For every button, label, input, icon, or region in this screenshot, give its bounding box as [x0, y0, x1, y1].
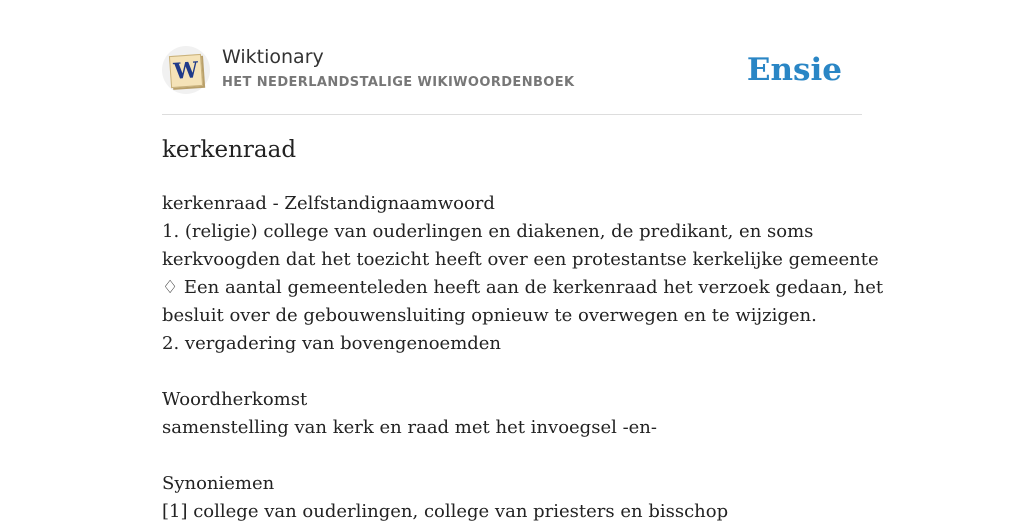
example-line-2: besluit over de gebouwensluiting opnieuw te overwegen en te wijzigen.	[162, 305, 817, 326]
site-name[interactable]: Wiktionary	[222, 46, 324, 68]
synonyms-text: [1] college van ouderlingen, college van priesters en bisschop	[162, 501, 729, 522]
synonyms-heading: Synoniemen	[162, 473, 275, 494]
ensie-brand-link[interactable]: Ensie	[746, 52, 842, 88]
etymology-heading: Woordherkomst	[162, 389, 308, 410]
logo-letter: W	[169, 54, 203, 88]
site-header	[162, 44, 862, 115]
definition-1-line-1: 1. (religie) college van ouderlingen en diakenen, de predikant, en soms	[162, 221, 814, 242]
page-title: kerkenraad	[162, 137, 297, 163]
wiktionary-logo-icon[interactable]	[162, 46, 210, 94]
etymology-text: samenstelling van kerk en raad met het invoegsel -en-	[162, 417, 657, 438]
definition-content	[162, 190, 884, 526]
blank-line	[162, 442, 862, 470]
blank-line	[162, 358, 862, 386]
site-tagline: HET NEDERLANDSTALIGE WIKIWOORDENBOEK	[222, 75, 575, 90]
example-line-1: ♢ Een aantal gemeenteleden heeft aan de kerkenraad het verzoek gedaan, het	[162, 277, 884, 298]
definition-1-line-2: kerkvoogden dat het toezicht heeft over een protestantse kerkelijke gemeente	[162, 249, 879, 270]
headword-line: kerkenraad - Zelfstandignaamwoord	[162, 193, 495, 214]
definition-2-line: 2. vergadering van bovengenoemden	[162, 333, 502, 354]
